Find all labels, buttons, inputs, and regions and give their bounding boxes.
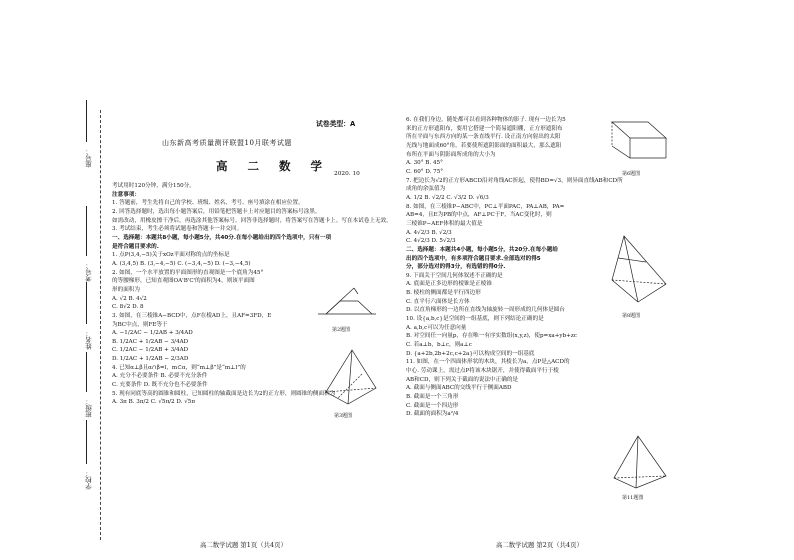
text-line: A. 1/2 B. √2/2 C. √3/2 D. √6/3 bbox=[406, 194, 489, 201]
text-line: A. 底面是正多边形的棱锥是正棱锥 bbox=[406, 281, 492, 288]
footer-page-1: 高二数学试题 第1页（共4页） bbox=[200, 541, 287, 549]
text-line: 2. 回答选择题时，选出每小题答案后，用铅笔把答题卡上对应题目的答案标号涂黑。 bbox=[112, 208, 321, 215]
text-line: 分，部分选对的得3分，有选错的得0分. bbox=[406, 264, 506, 271]
figure-6 bbox=[606, 118, 672, 166]
figure-11 bbox=[608, 432, 672, 492]
text-line: 布所在平面与阴影面所成角的大小为 bbox=[406, 151, 496, 158]
margin-fill-line bbox=[86, 206, 87, 256]
text-line: D. 以直角梯形的一边所在直线为轴旋转一周形成的几何体是圆台 bbox=[406, 307, 565, 314]
text-line: C. 若a⊥b，b⊥c，则a⊥c bbox=[406, 342, 472, 349]
text-line: D. {a+2b,2b+2c,c+2a}可以构成空间的一组基底 bbox=[406, 350, 535, 357]
margin-fill-line bbox=[86, 420, 87, 464]
seal-dashed-line bbox=[100, 110, 101, 540]
text-line: 为BC中点，则FE等于 bbox=[112, 321, 168, 328]
figure-2 bbox=[314, 284, 380, 324]
text-line: C. 1/2AC − 1/2AB + 3/4AD bbox=[112, 347, 189, 354]
text-line: 11. 如图，在一个四面体形状的木块，其棱长为a，点P是△ACD的 bbox=[406, 359, 570, 366]
text-line: 是符合题目要求的. bbox=[112, 243, 159, 250]
margin-label-seat: 座号： bbox=[85, 148, 93, 168]
figure-3-caption: 第3题图 bbox=[334, 413, 353, 419]
text-line: 所在平面与东西方向的某一条直线平行. 设正南方向射出的太阳 bbox=[406, 134, 561, 141]
margin-label-name: 姓名： bbox=[85, 330, 93, 350]
text-line: C. 4√2/3 D. 5√2/3 bbox=[406, 238, 456, 245]
figure-8 bbox=[606, 232, 672, 308]
footer-page-2: 高二数学试题 第2页（共4页） bbox=[496, 541, 583, 549]
text-line: 10. 设{a,b,c}是空间的一组基底，则下列结论正确的是 bbox=[406, 316, 544, 323]
exam-subtitle: 山东新高考质量测评联盟10月联考试题 bbox=[162, 139, 292, 147]
text-line: A. 3π B. 3π/2 C. √5π/2 D. √5π bbox=[112, 399, 196, 406]
text-line: A. a,b,c可以为任意向量 bbox=[406, 324, 467, 331]
text-line: 4. 已知α⊥β且α∩β=l，m⊂α，则“m⊥β”是“m⊥l”的 bbox=[112, 364, 246, 371]
text-line: 6. 在我们身边，随处都可以看到各种物体的影子. 现有一边长为5 bbox=[406, 117, 566, 123]
text-line: 的等腰梯形，已知直观图OA'B'C'的面积为4，则该平面图 bbox=[112, 278, 255, 285]
text-line: C. 直平行六面体是长方体 bbox=[406, 298, 470, 305]
text-line: A. 充分不必要条件 B. 必要不充分条件 bbox=[112, 373, 208, 380]
text-line: A. −1/2AC − 1/2AB + 3/4AD bbox=[112, 330, 193, 337]
text-line: 中心. 劳动课上，需过点P将该木块锯开，并使得截面平行于棱 bbox=[406, 368, 559, 375]
margin-label-id: 考号： bbox=[85, 262, 93, 282]
text-line: A. 30° B. 45° bbox=[406, 160, 443, 167]
text-line: B. 棱柱的侧面都是平行四边形 bbox=[406, 290, 481, 297]
text-line: 出的四个选项中，有多项符合题目要求.全部选对的得5 bbox=[406, 255, 541, 262]
text-line: 5. 现有同底等高的圆锥和圆柱，已知圆柱的轴截面是边长为2的正方形，则圆锥的侧面积为 bbox=[112, 390, 336, 397]
text-line: C. 60° D. 75° bbox=[406, 168, 444, 175]
text-line: 二、选择题：本题共4小题，每小题5分，共20分.在每小题给 bbox=[406, 246, 558, 253]
figure-3 bbox=[318, 346, 384, 408]
figure-8-caption: 第8题图 bbox=[622, 313, 641, 319]
text-line: 7. 把边长为√2的正方形ABCD沿对角线AC折起，使得BD=√3，则异面直线AB和CD所 bbox=[406, 177, 623, 184]
figure-11-caption: 第11题图 bbox=[622, 495, 644, 501]
text-line: 形的面积为 bbox=[112, 286, 140, 293]
text-line: 光线与地面成60°角，若要使所遮阴影面的面积最大，那么遮阳 bbox=[406, 142, 562, 149]
binding-margin bbox=[0, 0, 100, 560]
margin-fill-line bbox=[86, 100, 87, 142]
text-line: 米的正方形遮阳布，要用它搭建一个简易遮阳棚，正方形遮阳布 bbox=[406, 125, 563, 132]
text-line: 8. 如图，在三棱锥P−ABC中，PC⊥平面PAC，PA⊥AB，PA= bbox=[406, 203, 565, 210]
text-line: AB和CD，则下列关于截面的说法中正确的是 bbox=[406, 376, 519, 383]
text-line: 1. 点P(3,4,−5)关于xOz平面对称的点的坐标是 bbox=[112, 252, 230, 259]
text-line: A. 4√2/3 B. √2/3 bbox=[406, 229, 452, 236]
margin-label-school: 学校： bbox=[85, 470, 93, 490]
text-line: B. 对空间任一向量p，存在唯一有序实数组(x,y,z)，使p=xa+yb+zc bbox=[406, 333, 577, 340]
margin-fill-line bbox=[86, 352, 87, 392]
text-line: D. 1/2AC + 1/2AB − 2/3AD bbox=[112, 356, 189, 363]
text-line: 如需改动，用橡皮擦干净后，再选涂其他答案标号。回答非选择题时，将答案写在答题卡上。写在本试卷上无效。 bbox=[112, 217, 392, 224]
exam-title: 高 二 数 学 bbox=[216, 159, 331, 173]
text-line: 三棱锥P−AEF体积的最大值是 bbox=[406, 220, 483, 227]
figure-2-caption: 第2题图 bbox=[332, 327, 351, 333]
text-line: 考试用时120分钟，满分150分。 bbox=[112, 183, 195, 189]
margin-fill-line bbox=[86, 282, 87, 324]
text-line: 一、选择题：本题共8小题，每小题5分，共40分.在每小题给出的四个选项中，只有一项 bbox=[112, 234, 332, 241]
text-line: C. 截面是一个四边形 bbox=[406, 402, 459, 409]
text-line: 2. 如图，一个水平放置的平面图形的直观图是一个底角为45° bbox=[112, 269, 264, 276]
text-line: AB=4，且E为PB的中点，AF⊥PC于F，当AC变化时，则 bbox=[406, 212, 552, 219]
text-line: A. 截面与侧面ABC的交线平行于侧面ABD bbox=[406, 385, 512, 392]
text-line: B. 截面是一个三角形 bbox=[406, 394, 459, 400]
text-line: 3. 如图，在三棱锥A−BCD中，点F在棱AD上，且AF=3FD，E bbox=[112, 312, 272, 319]
text-line: 3. 考试结束，考生必须将试题卷和答题卡一并交回。 bbox=[112, 226, 243, 233]
text-line: B. 1/2AC + 1/2AB − 3/4AD bbox=[112, 338, 189, 345]
text-line: A. √2 B. 4√2 bbox=[112, 295, 147, 302]
text-line: C. 充要条件 D. 既不充分也不必要条件 bbox=[112, 382, 208, 389]
exam-type: 试卷类型：A bbox=[316, 120, 356, 128]
figure-6-caption: 第6题图 bbox=[622, 171, 641, 177]
text-line: D. 截面的面积为a²/4 bbox=[406, 411, 459, 418]
text-line: 注意事项： bbox=[112, 191, 140, 198]
text-line: 1. 答题前，考生先将自己的学校、班级、姓名、考号、座号填涂在相应位置。 bbox=[112, 200, 304, 207]
margin-label-class: 班级： bbox=[85, 398, 93, 418]
text-line: 成角的余弦值为 bbox=[406, 186, 446, 193]
text-line: 9. 下面关于空间几何体叙述不正确的是 bbox=[406, 272, 503, 279]
text-line: C. 8√2 D. 8 bbox=[112, 304, 144, 311]
exam-date: 2020. 10 bbox=[334, 171, 360, 177]
text-line: A. (3,4,5) B. (3,−4,−5) C. (−3,4,−5) D. (−3,−4,5) bbox=[112, 260, 251, 267]
